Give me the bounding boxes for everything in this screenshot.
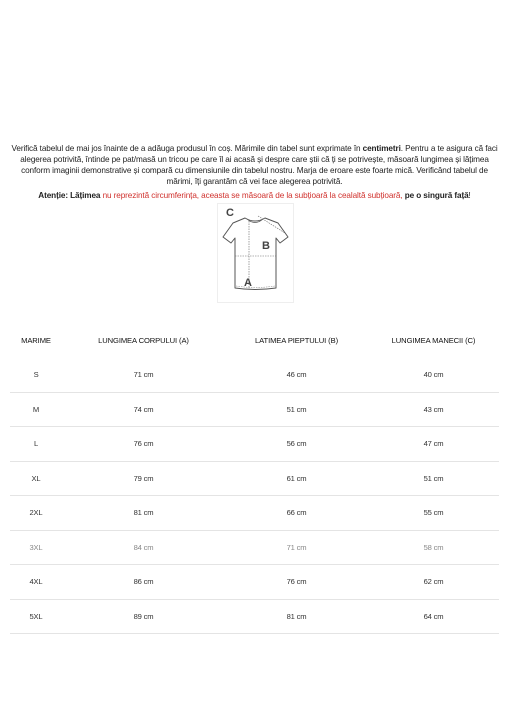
cell-sleeve: 62 cm bbox=[368, 565, 499, 600]
cell-size: S bbox=[10, 358, 62, 392]
size-table bbox=[10, 322, 499, 634]
cell-sleeve: 47 cm bbox=[368, 427, 499, 462]
tshirt-icon bbox=[218, 204, 293, 302]
header-lungimea-manecii: LUNGIMEA MANECII (C) bbox=[391, 335, 476, 345]
intro-text-2: . Pentru a te asigura că faci alegerea potrivită, întinde pe pat/masă un tricou pe care îl ai acasă și despre care știi că ți se potrivește, măsoară lungimea și lățimea conform imaginii demonstrative și compară cu dimensiunile din tabelul nostru. Marja de eroare este foarte mică. Verificând tabelul de mărimi, îți garantăm că vei face alegerea potrivită. bbox=[20, 144, 498, 186]
header-lungimea-corpului: LUNGIMEA CORPULUI (A) bbox=[98, 335, 189, 345]
cell-size: 4XL bbox=[10, 565, 62, 600]
cell-size: M bbox=[10, 392, 62, 427]
cell-length: 89 cm bbox=[62, 599, 225, 634]
cell-chest: 81 cm bbox=[225, 599, 368, 634]
cell-size: 3XL bbox=[10, 530, 62, 565]
cell-chest: 66 cm bbox=[225, 496, 368, 531]
cell-sleeve: 51 cm bbox=[368, 461, 499, 496]
cell-size: 5XL bbox=[10, 599, 62, 634]
intro-paragraph bbox=[8, 143, 501, 187]
cell-size: XL bbox=[10, 461, 62, 496]
label-a: A bbox=[244, 277, 252, 289]
warning-bold-word: Lățimea bbox=[70, 191, 101, 200]
cell-length: 84 cm bbox=[62, 530, 225, 565]
cell-chest: 56 cm bbox=[225, 427, 368, 462]
warning-red-text: nu reprezintă circumferința, aceasta se măsoară de la subțioară la cealaltă subțioară, bbox=[100, 191, 403, 200]
width-warning bbox=[8, 190, 501, 201]
table-row bbox=[10, 392, 499, 427]
cell-chest: 46 cm bbox=[225, 358, 368, 392]
cell-length: 86 cm bbox=[62, 565, 225, 600]
cell-length: 79 cm bbox=[62, 461, 225, 496]
cell-chest: 76 cm bbox=[225, 565, 368, 600]
table-row bbox=[10, 358, 499, 392]
size-table-container bbox=[10, 322, 499, 634]
table-row bbox=[10, 599, 499, 634]
cell-sleeve: 64 cm bbox=[368, 599, 499, 634]
warning-bold-end: pe o singură față bbox=[402, 191, 469, 200]
cell-length: 74 cm bbox=[62, 392, 225, 427]
label-c: C bbox=[226, 207, 234, 219]
cell-length: 71 cm bbox=[62, 358, 225, 392]
cell-chest: 61 cm bbox=[225, 461, 368, 496]
cell-length: 76 cm bbox=[62, 427, 225, 462]
cell-sleeve: 43 cm bbox=[368, 392, 499, 427]
table-header-row bbox=[10, 322, 499, 358]
table-row bbox=[10, 461, 499, 496]
tshirt-measurement-diagram bbox=[217, 203, 294, 303]
table-row bbox=[10, 530, 499, 565]
table-row bbox=[10, 427, 499, 462]
table-row bbox=[10, 565, 499, 600]
cell-size: 2XL bbox=[10, 496, 62, 531]
cell-chest: 71 cm bbox=[225, 530, 368, 565]
header-latimea-pieptului: LATIMEA PIEPTULUI (B) bbox=[255, 335, 338, 345]
warning-end: ! bbox=[468, 191, 471, 200]
cell-sleeve: 40 cm bbox=[368, 358, 499, 392]
intro-text-1: Verifică tabelul de mai jos înainte de a adăuga produsul în coș. Mărimile din tabel sunt exprimate în bbox=[11, 144, 363, 153]
cell-chest: 51 cm bbox=[225, 392, 368, 427]
warning-label: Atenție: bbox=[38, 191, 71, 200]
table-row bbox=[10, 496, 499, 531]
label-b: B bbox=[262, 240, 270, 252]
intro-bold-centimetri: centimetri bbox=[362, 144, 401, 153]
cell-size: L bbox=[10, 427, 62, 462]
cell-length: 81 cm bbox=[62, 496, 225, 531]
cell-sleeve: 58 cm bbox=[368, 530, 499, 565]
cell-sleeve: 55 cm bbox=[368, 496, 499, 531]
header-marime: MARIME bbox=[21, 335, 51, 345]
